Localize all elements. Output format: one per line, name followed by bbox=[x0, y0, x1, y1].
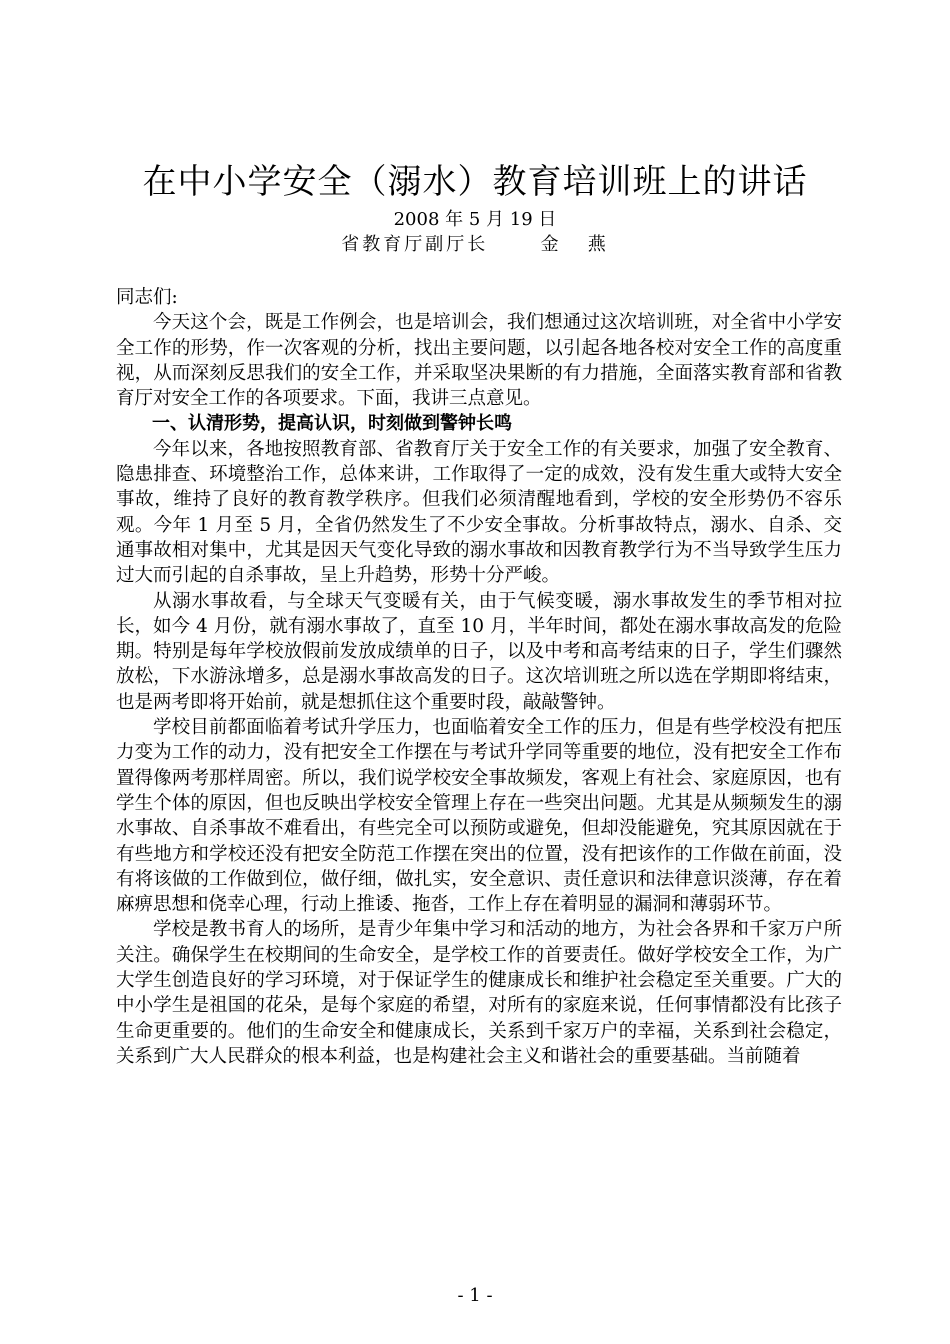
page-number: - 1 - bbox=[457, 1285, 493, 1306]
paragraph: 今年以来，各地按照教育部、省教育厅关于安全工作的有关要求，加强了安全教育、隐患排查、环境整治工作，总体来讲，工作取得了一定的成效，没有发生重大或特大安全事故，维持了良好的教育教学秩序。但我们必须清醒地看到，学校的安全形势仍不容乐观。今年 1 月至 5 月，全省仍然发生了不少安全事故。分析事故特点，溺水、自杀、交通事故相对集中，尤其是因天气变化导致的溺水事故和因教育教学行为不当导致学生压力过大而引起的自杀事故，呈上升趋势，形势十分严峻。 bbox=[116, 438, 842, 587]
document-title: 在中小学安全（溺水）教育培训班上的讲话 bbox=[142, 162, 808, 202]
paragraph-intro: 今天这个会，既是工作例会，也是培训会，我们想通过这次培训班，对全省中小学安全工作的形势，作一次客观的分析，找出主要问题，以引起各地各校对安全工作的高度重视，从而深刻反思我们的安全工作，并采取坚决果断的有力措施，全面落实教育部和省教育厅对安全工作的各项要求。下面，我讲三点意见。 bbox=[116, 312, 842, 410]
paragraph: 从溺水事故看，与全球天气变暖有关，由于气候变暖，溺水事故发生的季节相对拉长，如今 4 月份，就有溺水事故了，直至 10 月，半年时间，都处在溺水事故高发的危险期。特别是每年学校放假前发放成绩单的日子，以及中考和高考结束的日子，学生们骤然放松，下水游泳增多，总是溺水事故高发的日子。这次培训班之所以选在学期即将结束，也是两考即将开始前，就是想抓住这个重要时段，敲敲警钟。 bbox=[116, 590, 842, 713]
paragraph: 学校是教书育人的场所，是青少年集中学习和活动的地方，为社会各界和千家万户所关注。确保学生在校期间的生命安全，是学校工作的首要责任。做好学校安全工作，为广大学生创造良好的学习环境，对于保证学生的健康成长和维护社会稳定至关重要。广大的中小学生是祖国的花朵，是每个家庭的希望，对所有的家庭来说，任何事情都没有比孩子生命更重要的。他们的生命安全和健康成长，关系到千家万户的幸福，关系到社会稳定，关系到广大人民群众的根本利益，也是构建社会主义和谐社会的重要基础。当前随着 bbox=[116, 919, 842, 1067]
section-heading-1: 一、认清形势，提高认识，时刻做到警钟长鸣 bbox=[152, 413, 512, 435]
salutation: 同志们: bbox=[116, 287, 178, 308]
paragraph: 学校目前都面临着考试升学压力，也面临着安全工作的压力，但是有些学校没有把压力变为工作的动力，没有把安全工作摆在与考试升学同等重要的地位，没有把安全工作布置得像两考那样周密。所以，我们说学校安全事故频发，客观上有社会、家庭原因，也有学生个体的原因，但也反映出学校安全管理上存在一些突出问题。尤其是从频频发生的溺水事故、自杀事故不难看出，有些完全可以预防或避免，但却没能避免，究其原因就在于有些地方和学校还没有把安全防范工作摆在突出的位置，没有把该作的工作做在前面，没有将该做的工作做到位，做仔细，做扎实，安全意识、责任意识和法律意识淡薄，存在着麻痹思想和侥幸心理，行动上推诿、拖沓，工作上存在着明显的漏洞和薄弱环节。 bbox=[116, 717, 842, 916]
speech-body bbox=[116, 285, 842, 1069]
speech-date: 2008 年 5 月 19 日 bbox=[393, 209, 557, 230]
speaker-line: 省教育厅副厅长 金 燕 bbox=[341, 234, 609, 255]
